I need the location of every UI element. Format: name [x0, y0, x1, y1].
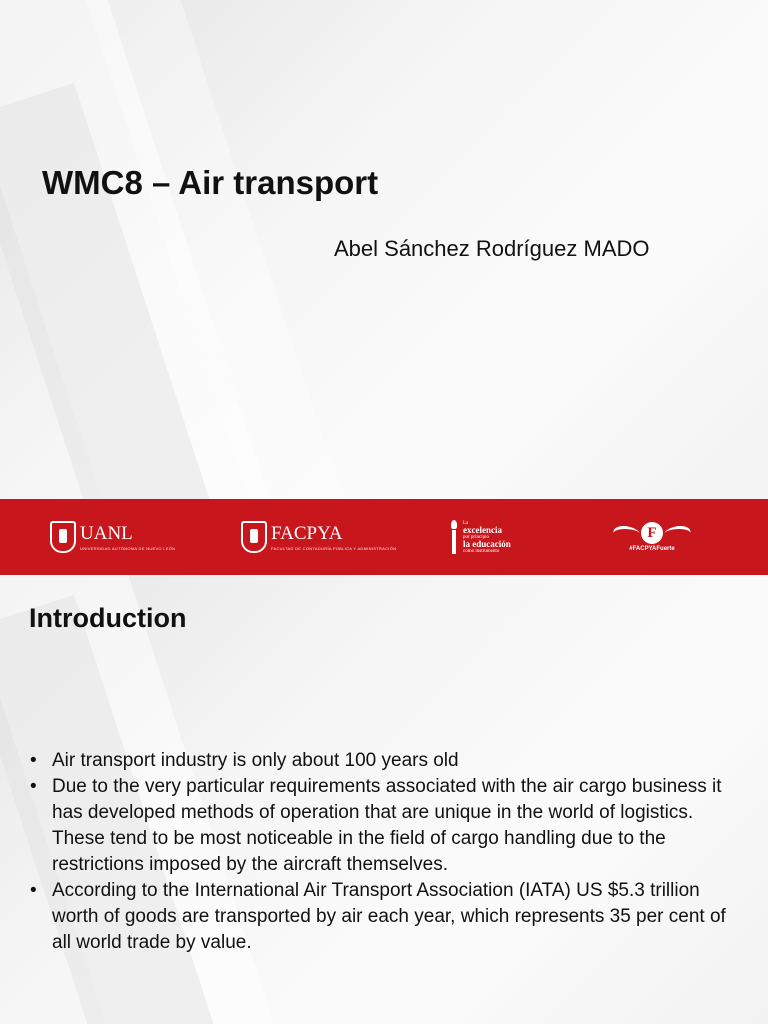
excelencia-logo — [450, 499, 511, 575]
right-wing-icon — [661, 526, 694, 541]
torch-icon — [450, 520, 458, 554]
left-wing-icon — [611, 526, 644, 541]
facpya-logo-subtitle: FACULTAD DE CONTADURÍA PÚBLICA Y ADMINISTRACIÓN — [271, 545, 397, 551]
uanl-logo-name: UANL — [80, 522, 133, 544]
excelencia-line-2: excelencia — [463, 524, 502, 535]
facpya-logo-name: FACPYA — [271, 522, 343, 544]
uanl-logo — [50, 499, 175, 575]
fuerte-hashtag: #FACPYAFuerte — [629, 546, 675, 552]
introduction-bullet-list — [28, 748, 740, 956]
slide-author: Abel Sánchez Rodríguez MADO — [334, 236, 650, 261]
f-badge-icon: F — [641, 522, 663, 544]
uanl-crest-icon — [50, 521, 76, 553]
introduction-slide — [0, 512, 768, 1024]
facpya-fuerte-logo — [614, 499, 690, 575]
institution-banner — [0, 499, 768, 575]
excelencia-line-1: La — [463, 520, 469, 526]
introduction-heading: Introduction — [29, 603, 187, 633]
bullet-item: • Air transport industry is only about 100 years old — [28, 748, 740, 774]
excelencia-line-4: la educación — [463, 538, 511, 549]
uanl-logo-subtitle: UNIVERSIDAD AUTÓNOMA DE NUEVO LEÓN — [80, 545, 176, 551]
slide-title: WMC8 – Air transport — [42, 164, 379, 201]
bullet-item: • According to the International Air Transport Association (IATA) US $5.3 trillion worth of goods are transported by air each year, which represents 35 per cent of all world trade by value. — [28, 878, 740, 956]
facpya-crest-icon — [241, 521, 267, 553]
excelencia-line-3: por principio — [463, 534, 489, 540]
excelencia-line-5: como instrumento — [463, 548, 500, 554]
facpya-logo — [241, 499, 396, 575]
bullet-item: • Due to the very particular requirements associated with the air cargo business it has developed methods of operation that are unique in the world of logistics. These tend to be most noticeable in the field of cargo handling due to the restrictions imposed by the aircraft themselves. — [28, 774, 740, 878]
